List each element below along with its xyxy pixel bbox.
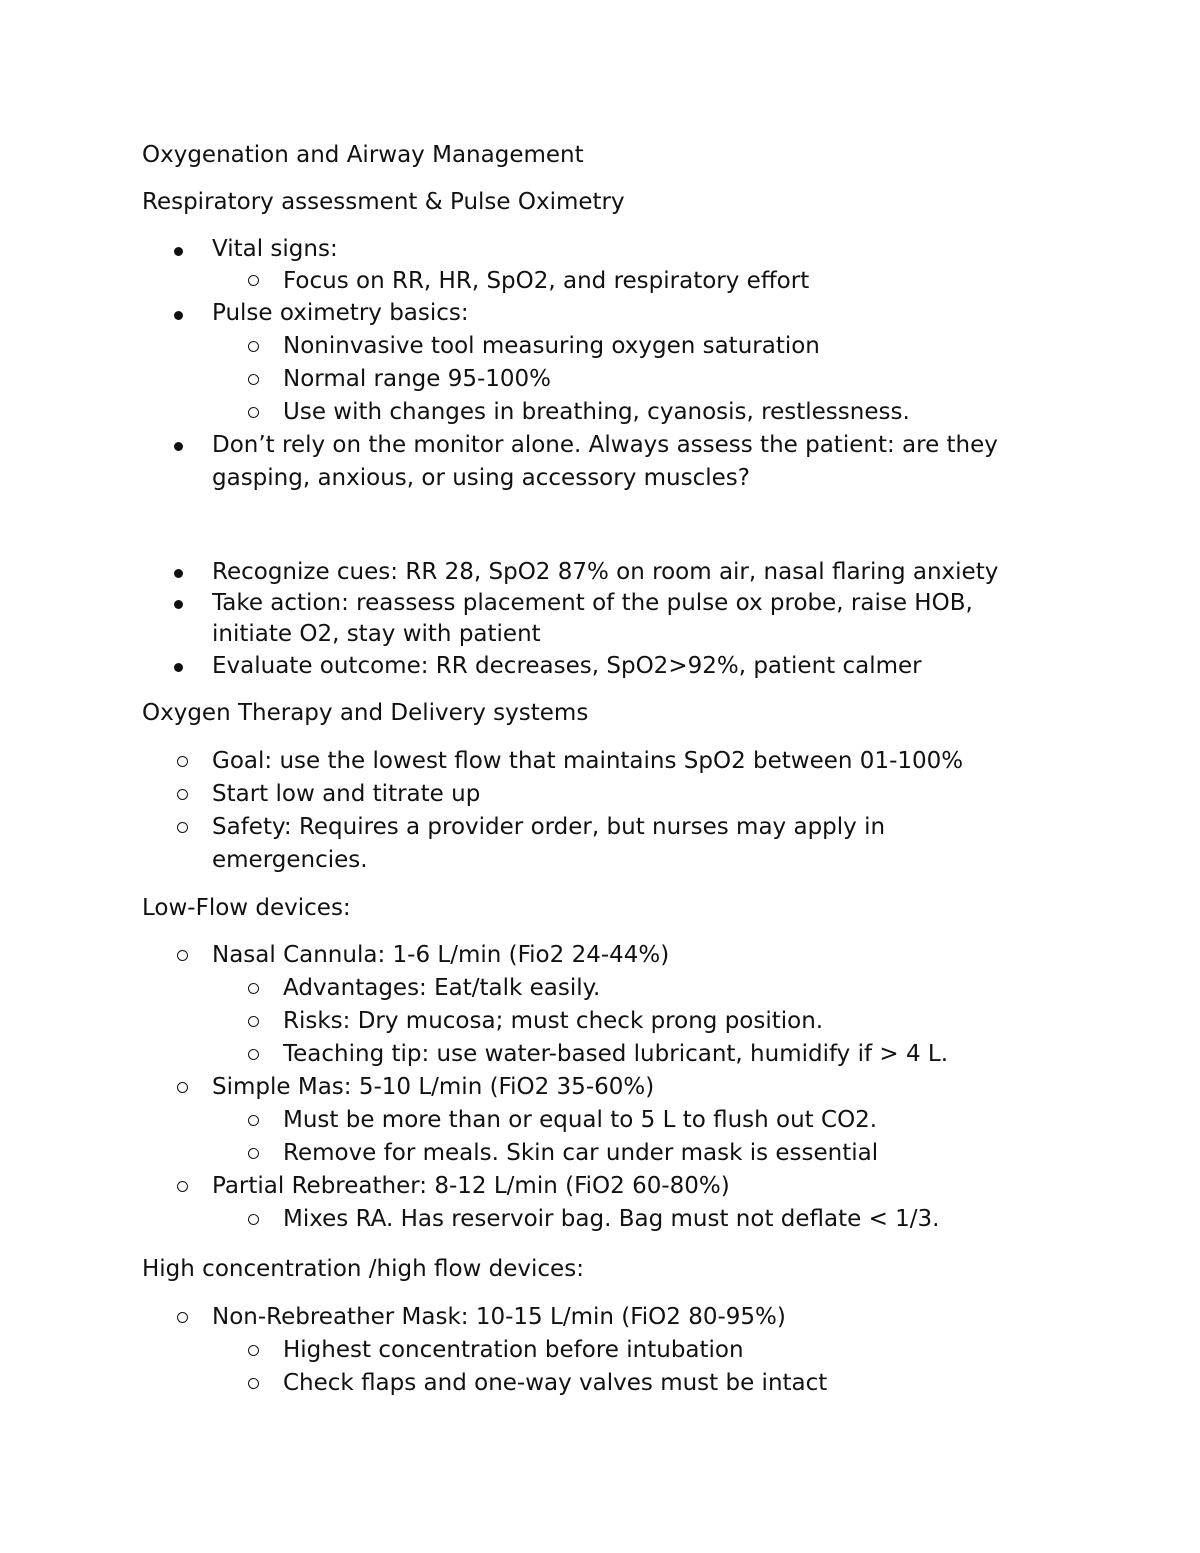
list-item-pulse-1: Noninvasive tool measuring oxygen saturation xyxy=(283,333,820,359)
list-item-take-action-line1: Take action: reassess placement of the pulse ox probe, raise HOB, xyxy=(212,590,973,616)
list-item-vital-focus: Focus on RR, HR, SpO2, and respiratory effort xyxy=(283,268,810,294)
list-item-nasal-tip: Teaching tip: use water-based lubricant, humidify if > 4 L. xyxy=(283,1041,949,1067)
bullet-dot-icon xyxy=(174,600,183,609)
list-item-simple-mask: Simple Mas: 5-10 L/min (FiO2 35-60%) xyxy=(212,1074,655,1100)
circle-bullet-icon xyxy=(177,1082,188,1093)
list-item-partial-1: Mixes RA. Has reservoir bag. Bag must not deflate < 1/3. xyxy=(283,1206,940,1232)
circle-bullet-icon xyxy=(248,1214,259,1225)
bullet-dot-icon xyxy=(174,247,183,256)
section-heading-low-flow: Low-Flow devices: xyxy=(142,895,351,921)
section-heading-oxygen-therapy: Oxygen Therapy and Delivery systems xyxy=(142,700,589,726)
list-item-simple-1: Must be more than or equal to 5 L to flush out CO2. xyxy=(283,1107,878,1133)
list-item-non-rebreather: Non-Rebreather Mask: 10-15 L/min (FiO2 80-95%) xyxy=(212,1304,786,1330)
circle-bullet-icon xyxy=(177,822,188,833)
circle-bullet-icon xyxy=(177,1181,188,1192)
list-item-start-low: Start low and titrate up xyxy=(212,781,481,807)
circle-bullet-icon xyxy=(248,341,259,352)
list-item-safety-line1: Safety: Requires a provider order, but nurses may apply in xyxy=(212,814,886,840)
list-item-dont-rely-line1: Don’t rely on the monitor alone. Always assess the patient: are they xyxy=(212,432,998,458)
list-item-dont-rely-line2: gasping, anxious, or using accessory muscles? xyxy=(212,465,750,491)
circle-bullet-icon xyxy=(248,275,259,286)
list-item-safety-line2: emergencies. xyxy=(212,847,368,873)
list-item-simple-2: Remove for meals. Skin car under mask is essential xyxy=(283,1140,879,1166)
list-item-partial-rebreather: Partial Rebreather: 8-12 L/min (FiO2 60-80%) xyxy=(212,1173,730,1199)
circle-bullet-icon xyxy=(177,1312,188,1323)
list-item-vital-signs: Vital signs: xyxy=(212,236,338,262)
list-item-pulse-2: Normal range 95-100% xyxy=(283,366,552,392)
list-item-nrb-1: Highest concentration before intubation xyxy=(283,1337,744,1363)
circle-bullet-icon xyxy=(248,1345,259,1356)
list-item-take-action-line2: initiate O2, stay with patient xyxy=(212,621,541,647)
circle-bullet-icon xyxy=(248,1148,259,1159)
circle-bullet-icon xyxy=(177,756,188,767)
bullet-dot-icon xyxy=(174,569,183,578)
circle-bullet-icon xyxy=(177,950,188,961)
list-item-pulse-3: Use with changes in breathing, cyanosis, restlessness. xyxy=(283,399,910,425)
circle-bullet-icon xyxy=(248,1049,259,1060)
list-item-recognize: Recognize cues: RR 28, SpO2 87% on room air, nasal flaring anxiety xyxy=(212,559,999,585)
circle-bullet-icon xyxy=(248,1016,259,1027)
section-heading-high-flow: High concentration /high flow devices: xyxy=(142,1256,584,1282)
list-item-evaluate: Evaluate outcome: RR decreases, SpO2>92%, patient calmer xyxy=(212,653,922,679)
section-heading-respiratory: Respiratory assessment & Pulse Oximetry xyxy=(142,189,625,215)
list-item-nasal-cannula: Nasal Cannula: 1-6 L/min (Fio2 24-44%) xyxy=(212,942,670,968)
bullet-dot-icon xyxy=(174,311,183,320)
bullet-dot-icon xyxy=(174,663,183,672)
circle-bullet-icon xyxy=(248,407,259,418)
document-title: Oxygenation and Airway Management xyxy=(142,142,584,168)
circle-bullet-icon xyxy=(248,1378,259,1389)
bullet-dot-icon xyxy=(174,442,183,451)
list-item-nasal-risks: Risks: Dry mucosa; must check prong position. xyxy=(283,1008,824,1034)
circle-bullet-icon xyxy=(177,789,188,800)
list-item-nrb-2: Check flaps and one-way valves must be intact xyxy=(283,1370,828,1396)
circle-bullet-icon xyxy=(248,1115,259,1126)
list-item-pulse-basics: Pulse oximetry basics: xyxy=(212,300,469,326)
list-item-goal: Goal: use the lowest flow that maintains SpO2 between 01-100% xyxy=(212,748,964,774)
circle-bullet-icon xyxy=(248,983,259,994)
list-item-nasal-advantages: Advantages: Eat/talk easily. xyxy=(283,975,601,1001)
circle-bullet-icon xyxy=(248,374,259,385)
